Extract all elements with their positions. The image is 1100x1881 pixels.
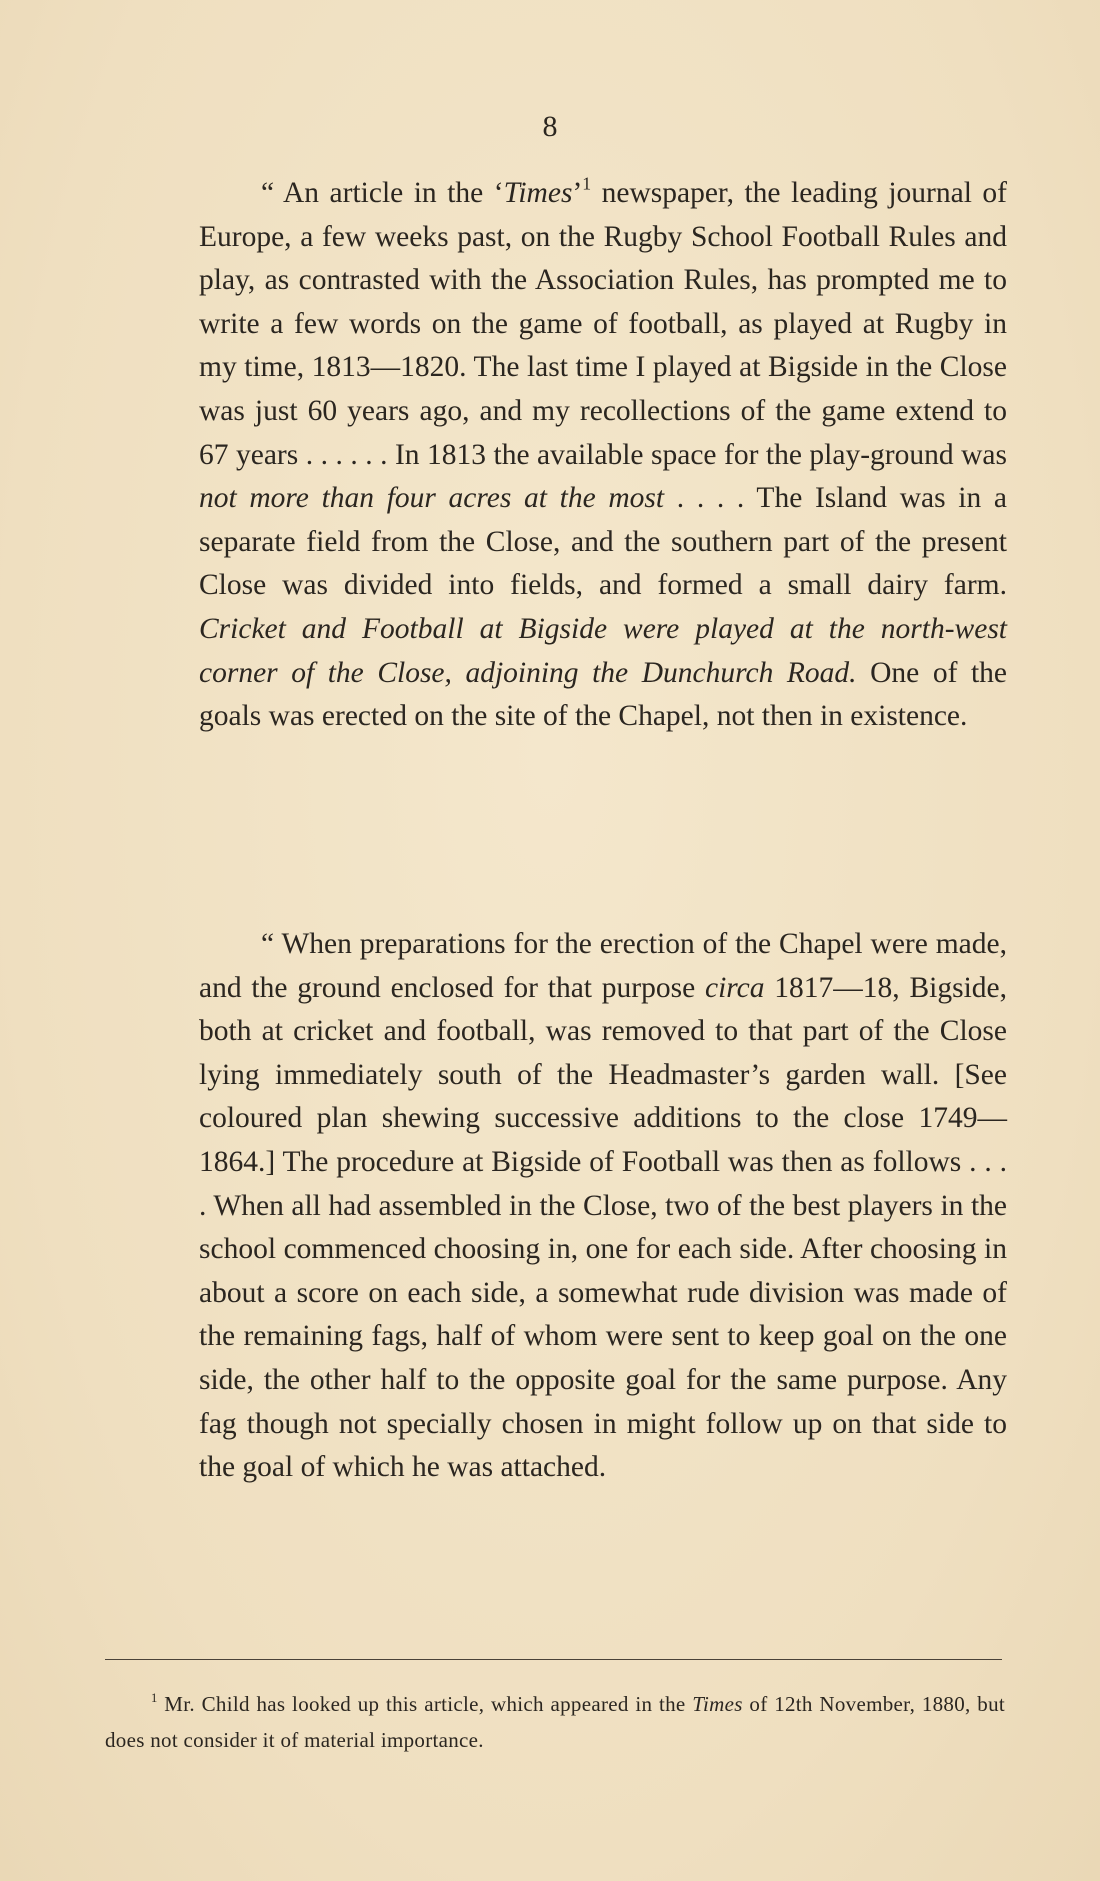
text-run: “ When preparations for the erection of the Chapel were made, and the ground enclosed for that purpose [199, 928, 1007, 1004]
paragraph-text [199, 923, 1007, 1490]
text-run: One of the goals was erected on the site of the Chapel, not then in existence. [199, 656, 1007, 733]
text-run: newspaper, the leading journal of Europe, a few weeks past, on the Rugby School Football Rules and play, as contrasted with the Association Rules, has prompted me to write a few words on the game of football, as played at Rugby in my time, 1813—1820. The last time I played at Bigside in the Close was just 60 years ago, and my recollections of the game extend to 67 years . . . . . . In 1813 the available space for the play-ground was [199, 177, 1007, 471]
page-number: 8 [542, 110, 558, 143]
body-paragraph-1 [199, 172, 1007, 739]
italic-run: Times [503, 177, 573, 209]
footnote-number: 1 [151, 1691, 158, 1706]
italic-run: circa [704, 971, 765, 1004]
text-run: Mr. Child has looked up this article, which appeared in the [157, 1692, 693, 1716]
footnote-divider [105, 1659, 1002, 1660]
italic-run: Cricket and Football at Bigside were played at the north-west corner of the Close, adjoining the Dunchurch Road. [199, 612, 1007, 689]
paragraph-text [199, 172, 1007, 739]
italic-run: Times [692, 1692, 743, 1716]
footnote-text [105, 1686, 1005, 1758]
italic-run: not more than four acres at the most [199, 482, 665, 515]
text-run: of 12th November, 1880, but does not consider it of material importance. [105, 1692, 1005, 1752]
text-run: 1817—18, Bigside, both at cricket and football, was removed to that part of the Close lying immediately south of the Headmaster’s garden wall. [See coloured plan shewing successive additions to the close 1749—1864.] The procedure at Bigside of Football was then as follows . . . . When all had assembled in the Close, two of the best players in the school commenced choosing in, one for each side. After choosing in about a score on each side, a somewhat rude division was made of the remaining fags, half of whom were sent to keep goal on the one side, the other half to the opposite goal for the same purpose. Any fag though not specially chosen in might follow up on that side to the goal of which he was attached. [199, 971, 1007, 1484]
footnote [105, 1686, 1005, 1758]
text-run: “ An article in the ‘ [261, 177, 504, 209]
footnote-marker: 1 [582, 173, 592, 194]
text-run: ’ [572, 177, 583, 209]
text-run: . . . . The Island was in a separate field from the Close, and the southern part of the present Close was divided into fields, and formed a small dairy farm. [199, 482, 1007, 602]
body-paragraph-2 [199, 923, 1007, 1490]
